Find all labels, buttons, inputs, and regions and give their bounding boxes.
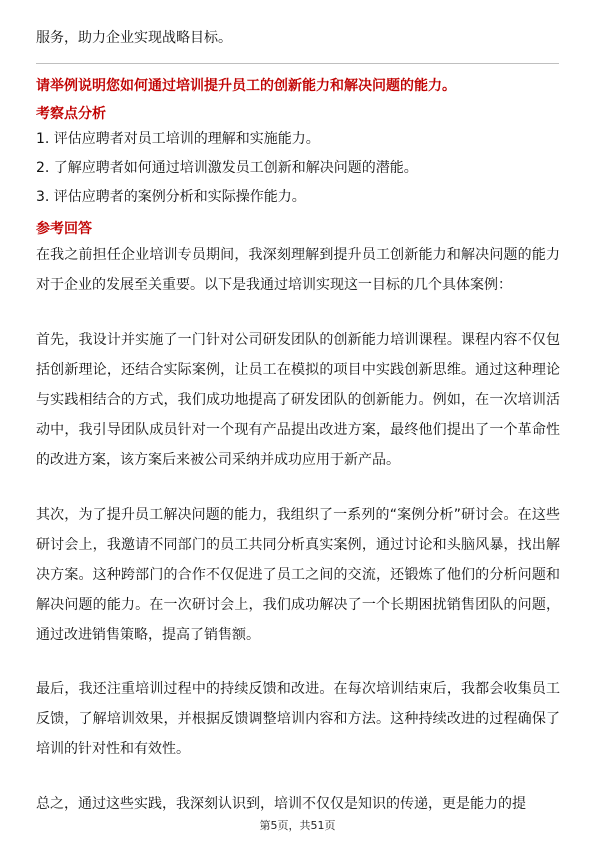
answer-paragraph: 其次，为了提升员工解决问题的能力，我组织了一系列的“案例分析”研讨会。在这些研讨会上，我邀请不同部门的员工共同分析真实案例，通过讨论和头脑风暴，找出解决方案。这种跨部门的合作不仅促进了员工之间的交流，还锻炼了他们的分析问题和解决问题的能力。在一次研讨会上，我们成功解决了一个长期困扰销售团队的问题，通过改进销售策略，提高了销售额。 — [36, 507, 560, 643]
analysis-point: 3. 评估应聘者的案例分析和实际操作能力。 — [36, 189, 306, 205]
continuation-text: 服务，助力企业实现战略目标。 — [36, 30, 232, 46]
answer-paragraph: 在我之前担任企业培训专员期间，我深刻理解到提升员工创新能力和解决问题的能力对于企业的发展至关重要。以下是我通过培训实现这一目标的几个具体案例： — [36, 247, 560, 293]
section-divider — [36, 63, 559, 64]
answer-paragraph: 首先，我设计并实施了一门针对公司研发团队的创新能力培训课程。课程内容不仅包括创新理论，还结合实际案例，让员工在模拟的项目中实践创新思维。通过这种理论与实践相结合的方式，我们成功地提高了研发团队的创新能力。例如，在一次培训活动中，我引导团队成员针对一个现有产品提出改进方案，最终他们提出了一个革命性的改进方案，该方案后来被公司采纳并成功应用于新产品。 — [36, 332, 560, 468]
analysis-heading: 考察点分析 — [36, 106, 106, 122]
answer-paragraph: 总之，通过这些实践，我深刻认识到，培训不仅仅是知识的传递，更是能力的提 — [36, 796, 526, 812]
analysis-point: 1. 评估应聘者对员工培训的理解和实施能力。 — [36, 131, 320, 147]
page-number: 第5页，共51页 — [259, 819, 336, 832]
answer-paragraph: 最后，我还注重培训过程中的持续反馈和改进。在每次培训结束后，我都会收集员工反馈，了解培训效果，并根据反馈调整培训内容和方法。这种持续改进的过程确保了培训的针对性和有效性。 — [36, 681, 560, 757]
answer-heading: 参考回答 — [36, 221, 92, 237]
analysis-point: 2. 了解应聘者如何通过培训激发员工创新和解决问题的潜能。 — [36, 160, 418, 176]
question-text: 请举例说明您如何通过培训提升员工的创新能力和解决问题的能力。 — [36, 78, 456, 94]
